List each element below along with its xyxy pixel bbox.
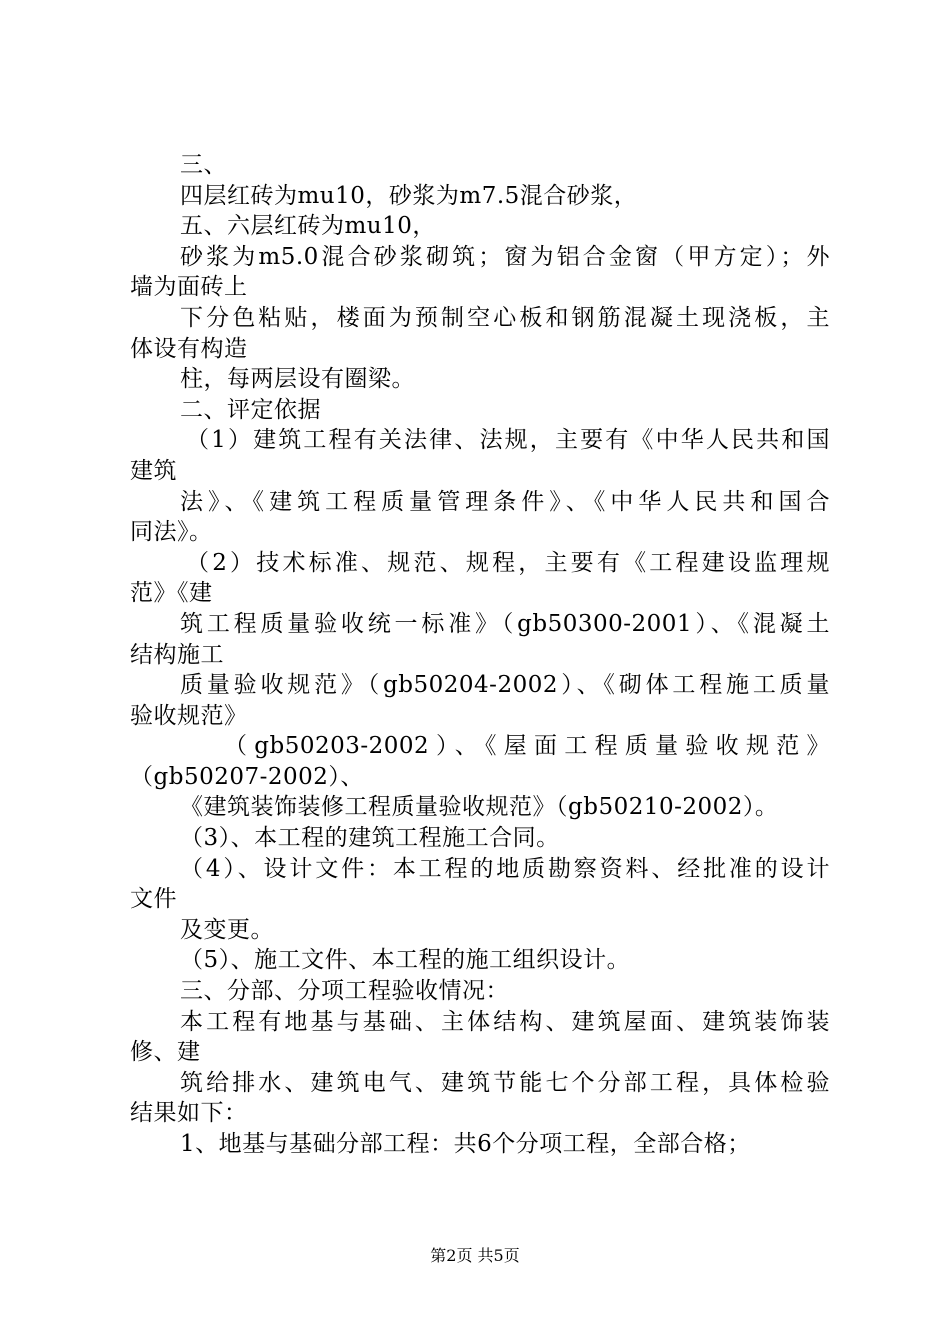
document-body (130, 150, 830, 1160)
text-line: 《建筑装饰装修工程质量验收规范》（gb50210-2002）。 (180, 794, 779, 821)
text-line: 法》、《建筑工程质量管理条件》、《中华人民共和国合 (180, 488, 830, 515)
text-line: 同法》。 (130, 519, 213, 546)
text-line: （5）、施工文件、本工程的施工组织设计。 (180, 947, 631, 974)
text-line: 砂浆为m5.0混合砂浆砌筑；窗为铝合金窗（甲方定）；外 (180, 243, 830, 270)
text-line: 范》《建 (130, 580, 213, 607)
text-line: 下分色粘贴，楼面为预制空心板和钢筋混凝土现浇板，主 (180, 304, 830, 331)
text-line: （gb50207-2002）、 (130, 763, 364, 790)
section-heading: 二、评定依据 (180, 396, 321, 423)
text-line: 筑给排水、建筑电气、建筑节能七个分部工程，具体检验 (180, 1069, 830, 1096)
text-line: 柱，每两层设有圈梁。 (180, 366, 415, 393)
text-line: 及变更。 (180, 916, 274, 943)
page-number: 第2页 共5页 (430, 1246, 520, 1265)
text-line: （2）技术标准、规范、规程，主要有《工程建设监理规 (186, 549, 830, 576)
text-line: 文件 (130, 886, 177, 913)
page-footer (0, 1243, 950, 1266)
text-line: 四层红砖为mu10，砂浆为m7.5混合砂浆， (180, 182, 638, 209)
text-line: 质量验收规范》（gb50204-2002）、《砌体工程施工质量 (180, 672, 830, 699)
text-line: 墙为面砖上 (130, 274, 248, 301)
text-line: 筑工程质量验收统一标准》（gb50300-2001）、《混凝土 (180, 610, 830, 637)
text-line: 体设有构造 (130, 335, 248, 362)
text-line: 三、 (180, 152, 227, 178)
text-line: 验收规范》 (130, 702, 248, 729)
text-line: 修、建 (130, 1039, 201, 1066)
text-line: （1）建筑工程有关法律、法规，主要有《中华人民共和国 (186, 427, 830, 454)
text-line: 本工程有地基与基础、主体结构、建筑屋面、建筑装饰装 (180, 1008, 830, 1035)
text-line: （4）、设计文件：本工程的地质勘察资料、经批准的设计 (180, 855, 830, 882)
text-line: 1、地基与基础分部工程：共6个分项工程，全部合格； (180, 1131, 751, 1157)
text-line: （3）、本工程的建筑工程施工合同。 (180, 825, 560, 852)
text-line: 五、六层红砖为mu10， (180, 213, 436, 240)
text-line: 结构施工 (130, 641, 224, 668)
text-line: （gb50203-2002）、《屋面工程质量验收规范》 (224, 733, 830, 760)
text-line: 建筑 (130, 457, 177, 484)
section-heading: 三、分部、分项工程验收情况： (180, 978, 509, 1005)
text-line: 结果如下： (130, 1100, 248, 1127)
